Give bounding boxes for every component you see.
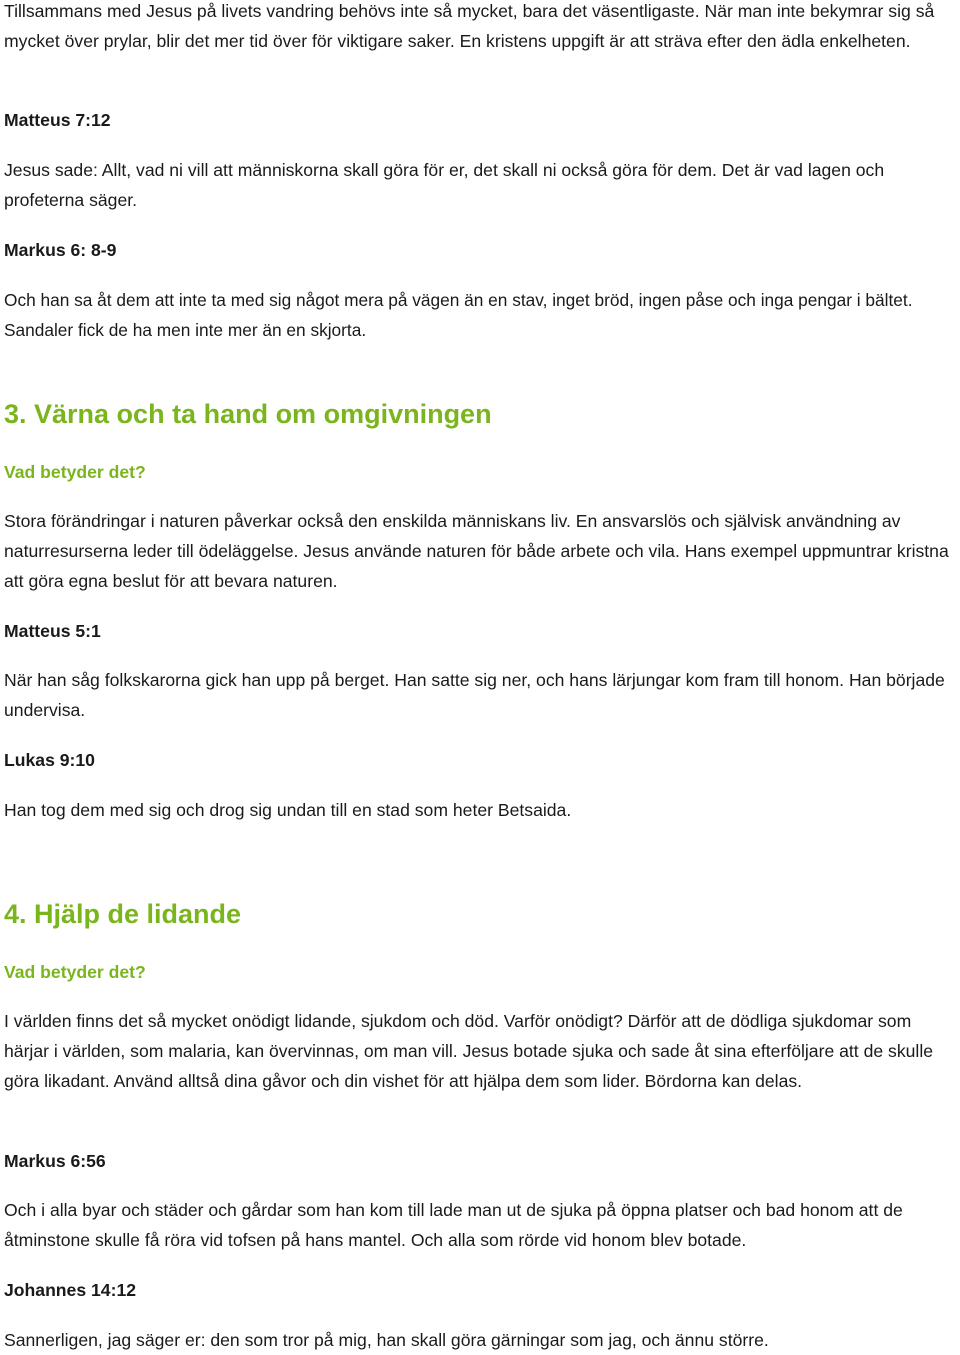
section-3-title: 3. Värna och ta hand om omgivningen	[4, 399, 492, 429]
verse-reference-markus-6-56: Markus 6:56	[4, 1151, 106, 1171]
verse-text-markus-6-8-9: Och han sa åt dem att inte ta med sig något mera på vägen än en stav, inget bröd, ingen påse och inga pengar i bältet. Sandaler fick de ha men inte mer än en skjorta.	[4, 290, 913, 340]
section-3-subtitle: Vad betyder det?	[4, 462, 146, 482]
verse-reference-matteus-5-1: Matteus 5:1	[4, 621, 101, 641]
section-3-paragraph: Stora förändringar i naturen påverkar också den enskilda människans liv. En ansvarslös och självisk användning av naturresurserna leder till ödeläggelse. Jesus använde naturen för både arbete och vila. Hans exempel uppmuntrar kristna att göra egna beslut för att bevara naturen.	[4, 511, 949, 591]
verse-text-johannes-14-12: Sannerligen, jag säger er: den som tror på mig, han skall göra gärningar som jag, och ännu större.	[4, 1330, 769, 1350]
section-4-subtitle: Vad betyder det?	[4, 962, 146, 982]
verse-text-lukas-9-10: Han tog dem med sig och drog sig undan till en stad som heter Betsaida.	[4, 800, 572, 820]
verse-reference-markus-6-8-9: Markus 6: 8-9	[4, 240, 117, 260]
verse-reference-lukas-9-10: Lukas 9:10	[4, 750, 95, 770]
section-4-title: 4. Hjälp de lidande	[4, 899, 242, 929]
verse-reference-johannes-14-12: Johannes 14:12	[4, 1280, 137, 1300]
section-4-paragraph: I världen finns det så mycket onödigt lidande, sjukdom och död. Varför onödigt? Därför att de dödliga sjukdomar som härjar i världen, som malaria, kan övervinnas, om man vill. Jesus botade sjuka och sade åt sina efterföljare att de skulle göra likadant. Använd alltså dina gåvor och din vishet för att hjälpa dem som lider. Bördorna kan delas.	[4, 1011, 934, 1091]
verse-text-markus-6-56: Och i alla byar och städer och gårdar som han kom till lade man ut de sjuka på öppna platser och bad honom att de åtminstone skulle få röra vid tofsen på hans mantel. Och alla som rörde vid honom blev botade.	[4, 1200, 903, 1250]
verse-reference-matteus-7-12: Matteus 7:12	[4, 110, 111, 130]
verse-text-matteus-7-12: Jesus sade: Allt, vad ni vill att människorna skall göra för er, det skall ni också göra för dem. Det är vad lagen och profeterna säger.	[4, 160, 885, 210]
intro-paragraph: Tillsammans med Jesus på livets vandring behövs inte så mycket, bara det väsentligaste. När man inte bekymrar sig så mycket över prylar, blir det mer tid över för viktigare saker. En kristens uppgift är att sträva efter den ädla enkelheten.	[4, 1, 935, 51]
verse-text-matteus-5-1: När han såg folkskarorna gick han upp på berget. Han satte sig ner, och hans lärjungar kom fram till honom. Han började undervisa.	[4, 670, 945, 720]
